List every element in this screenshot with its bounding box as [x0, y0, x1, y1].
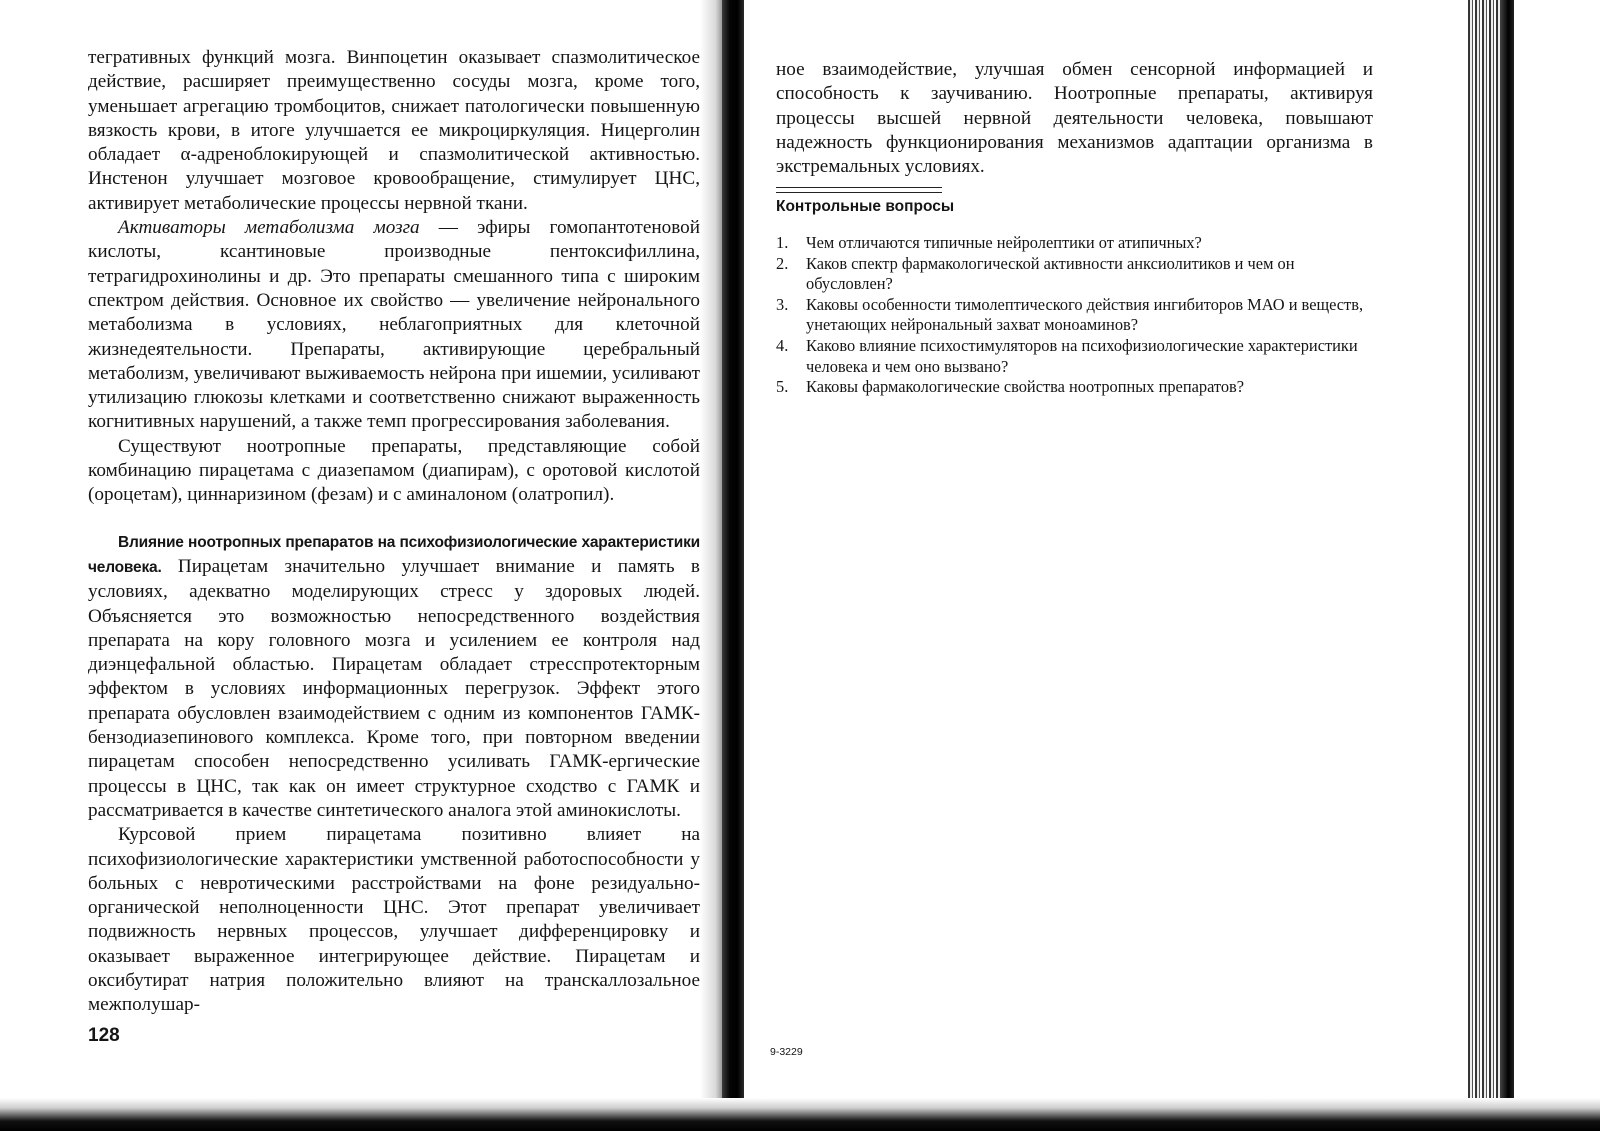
list-item — [776, 336, 1373, 377]
question-number: 4. — [776, 335, 789, 355]
question-text: Каково влияние психостимуляторов на психофизиологические характеристики человека и чем оно вызвано? — [806, 335, 1358, 376]
page-number: 128 — [88, 1025, 120, 1046]
list-item — [776, 295, 1373, 336]
bottom-edge-shadow — [0, 1098, 1600, 1131]
printer-signature: 9-3229 — [770, 1046, 803, 1058]
right-page-text — [776, 58, 1373, 179]
questions-heading: Контрольные вопросы — [776, 198, 955, 215]
paragraph: тегративных функций мозга. Винпоцетин оказывает спазмолитическое действие, расширяет преимущественно сосуды мозга, кроме того, уменьшает агрегацию тромбоцитов, снижает патологически повышенную вязкость крови, в итоге улучшается ее микроциркуляция. Ницерголин обладает α-адреноблокирующей и спазмолитической активностью. Инстенон улучшает мозговое кровообращение, стимулирует ЦНС, активирует метаболические процессы нервной ткани. — [88, 47, 700, 214]
question-text: Чем отличаются типичные нейролептики от атипичных? — [806, 233, 1202, 252]
heading-rule-top — [776, 187, 942, 188]
activators-paragraph — [88, 216, 700, 435]
continuation-paragraph: ное взаимодействие, улучшая обмен сенсорной информацией и способность к заучиванию. Ноотропные препараты, активируя процессы высшей нервной деятельности человека, повышают надежность функционирования механизмов адаптации организма в экстремальных условиях. — [776, 59, 1373, 178]
question-number: 5. — [776, 377, 789, 397]
question-text: Каков спектр фармакологической активности анксиолитиков и чем он обусловлен? — [806, 253, 1295, 294]
question-text: Каковы особенности тимолептического действия ингибиторов МАО и веществ, унетающих нейрональный захват моноаминов? — [806, 294, 1364, 335]
course-paragraph: Курсовой прием пирацетама позитивно влияет на психофизиологические характеристики умственной работоспособности у больных с невротическими расстройствами на фоне резидуально-органической неполноценности ЦНС. Этот препарат увеличивает подвижность нервных процессов, улучшает дифференцировку и оказывает выраженное интегрирующее действие. Пирацетам и оксибутират натрия положительно влияют на транскаллозальное межполушар- — [88, 824, 700, 1016]
question-text: Каковы фармакологические свойства ноотропных препаратов? — [806, 377, 1245, 397]
section-text: Пирацетам значительно улучшает внимание и память в условиях, адекватно моделирующих стресс у здоровых людей. Объясняется это возможностью непосредственного воздействия препарата на кору головного мозга и усилением ее контроля над диэнцефальной областью. Пирацетам обладает стресспротекторным эффектом в условиях информационных перегрузок. Эффект этого препарата обусловлен взаимодействием с одним из компонентов ГАМК-бензодиазепинового комплекса. Кроме того, при повторном введении пирацетам способен непосредственно усиливать ГАМК-ергические процессы в ЦНС, так как он имеет структурное сходство с ГАМК и рассматривается в качестве синтетического аналога этой аминокислоты. — [88, 555, 700, 821]
section-heading: Влияние ноотропных препаратов на психофизиологические характеристики человека. — [88, 533, 700, 576]
section-paragraph — [88, 530, 700, 824]
left-page-text — [88, 46, 700, 1018]
book-edge — [1500, 0, 1514, 1131]
question-number: 1. — [776, 233, 789, 252]
activators-term: Активаторы метаболизма мозга — [118, 217, 420, 239]
activators-text: — эфиры гомопантотеновой кислоты, ксантиновые производные пентоксифиллина, тетрагидрохинолины и др. Это препараты смешанного типа с широким спектром действия. Основное их свойство — увеличение нейронального метаболизма в условиях, неблагоприятных для клеточной жизнедеятельности. Препараты, активирующие церебральный метаболизм, увеличивают выживаемость нейрона при ишемии, усиливают утилизацию глюкозы клетками и соответственно снижают выраженность когнитивных нарушений, а также темп прогрессирования заболевания. — [88, 217, 700, 433]
combo-paragraph: Существуют ноотропные препараты, представляющие собой комбинацию пирацетама с диазепамом (диапирам), с оротовой кислотой (ороцетам), циннаризином (фезам) и с аминалоном (олатропил). — [88, 435, 700, 506]
questions-list — [776, 233, 1373, 398]
question-number: 2. — [776, 253, 789, 273]
list-item — [776, 377, 1373, 398]
list-item — [776, 233, 1373, 254]
question-number: 3. — [776, 294, 789, 314]
heading-rule-bottom — [776, 192, 942, 193]
list-item — [776, 254, 1373, 295]
book-spine — [722, 0, 744, 1131]
